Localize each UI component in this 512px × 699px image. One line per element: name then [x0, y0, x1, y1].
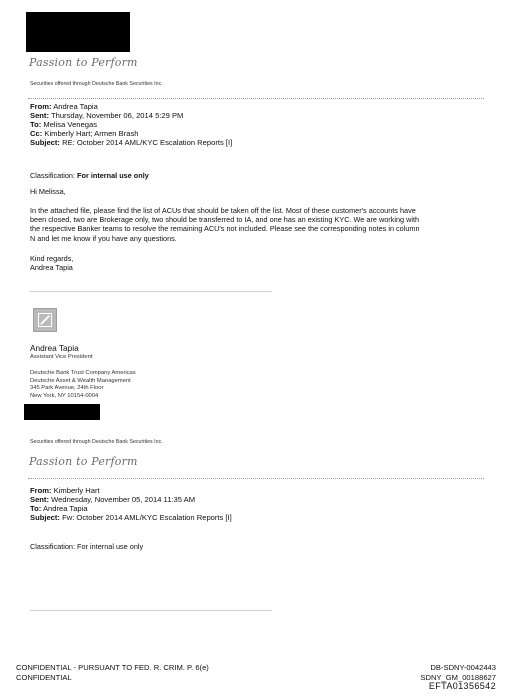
signature-title: Assistant Vice President [30, 354, 93, 360]
email2-header [30, 486, 232, 522]
securities-note-top: Securities offered through Deutsche Bank Securities Inc. [30, 81, 163, 87]
email1-sent: Thursday, November 06, 2014 5:29 PM [50, 111, 184, 120]
divider-bottom [30, 610, 272, 611]
body-line: been closed, two are Brokerage only, two should be transferred to IA, and one has an existing KYC. We are working with [30, 215, 420, 225]
confidential-notice: CONFIDENTIAL - PURSUANT TO FED. R. CRIM. P. 6(e) [16, 663, 209, 672]
body-line: N and let me know if you have any questions. [30, 233, 177, 243]
redaction-block-top [26, 12, 130, 52]
divider-signature [30, 291, 272, 292]
doc-id: DB-SDNY-0042443 [430, 663, 496, 672]
email1-body [30, 206, 490, 243]
email1-header [30, 102, 232, 147]
email1-to-row: To: Melisa Venegas [30, 120, 97, 129]
email1-signoff: Kind regards, Andrea Tapia [30, 254, 74, 273]
email1-to: Melisa Venegas [43, 120, 97, 129]
email2-sent: Wednesday, November 05, 2014 11:35 AM [51, 495, 196, 504]
tagline-top: Passion to Perform [29, 56, 138, 69]
email2-subject: Fw: October 2014 AML/KYC Escalation Reports [I] [62, 513, 232, 522]
email1-from-row: From: Andrea Tapia [30, 102, 98, 111]
footer-left [16, 663, 209, 682]
email1-cc: Kimberly Hart; Armen Brash [44, 129, 139, 138]
signature-address: Deutsche Bank Trust Company Americas Deutsche Asset & Wealth Management 345 Park Avenue, 24th Floor New York, NY 10154-0004 [30, 370, 136, 399]
footer-right [420, 663, 496, 692]
email1-sent-row: Sent: Thursday, November 06, 2014 5:29 PM [30, 111, 184, 120]
signature-name: Andrea Tapia [30, 343, 79, 353]
email2-classification: Classification: For internal use only [30, 542, 144, 551]
email2-from-row: From: Kimberly Hart [30, 486, 100, 495]
email1-classification: Classification: For internal use only [30, 171, 149, 180]
email2-sent-row: Sent: Wednesday, November 05, 2014 11:35 AM [30, 495, 196, 504]
email1-subject-row: Subject: RE: October 2014 AML/KYC Escalation Reports [I] [30, 138, 233, 147]
tagline-signature: Passion to Perform [29, 455, 138, 468]
confidential-label: CONFIDENTIAL [16, 672, 72, 682]
email2-subject-row: Subject: Fw: October 2014 AML/KYC Escalation Reports [I] [30, 513, 232, 522]
body-line: In the attached file, please find the list of ACUs that should be taken off the list. Most of these customer's accounts have [30, 206, 416, 215]
email1-cc-row: Cc: Kimberly Hart; Armen Brash [30, 129, 139, 138]
redaction-block-signature [24, 404, 100, 420]
divider-email2 [28, 478, 484, 479]
email2-to-row: To: Andrea Tapia [30, 504, 88, 513]
bates-number: EFTA01356542 [428, 681, 496, 691]
sdny-id: SDNY_GM_00188627 [420, 672, 496, 682]
securities-note-signature: Securities offered through Deutsche Bank Securities Inc. [30, 439, 163, 445]
deutsche-bank-logo-icon [33, 308, 57, 332]
divider-top [28, 98, 484, 99]
email1-subject: RE: October 2014 AML/KYC Escalation Reports [I] [62, 138, 233, 147]
email2-to: Andrea Tapia [42, 504, 88, 513]
body-line: the respective Banker teams to resolve the remaining ACU's not included. Please see the corresponding notes in column [30, 224, 420, 234]
email1-greeting: Hi Melissa, [30, 187, 66, 196]
email1-from: Andrea Tapia [53, 102, 98, 111]
email2-from: Kimberly Hart [53, 486, 100, 495]
